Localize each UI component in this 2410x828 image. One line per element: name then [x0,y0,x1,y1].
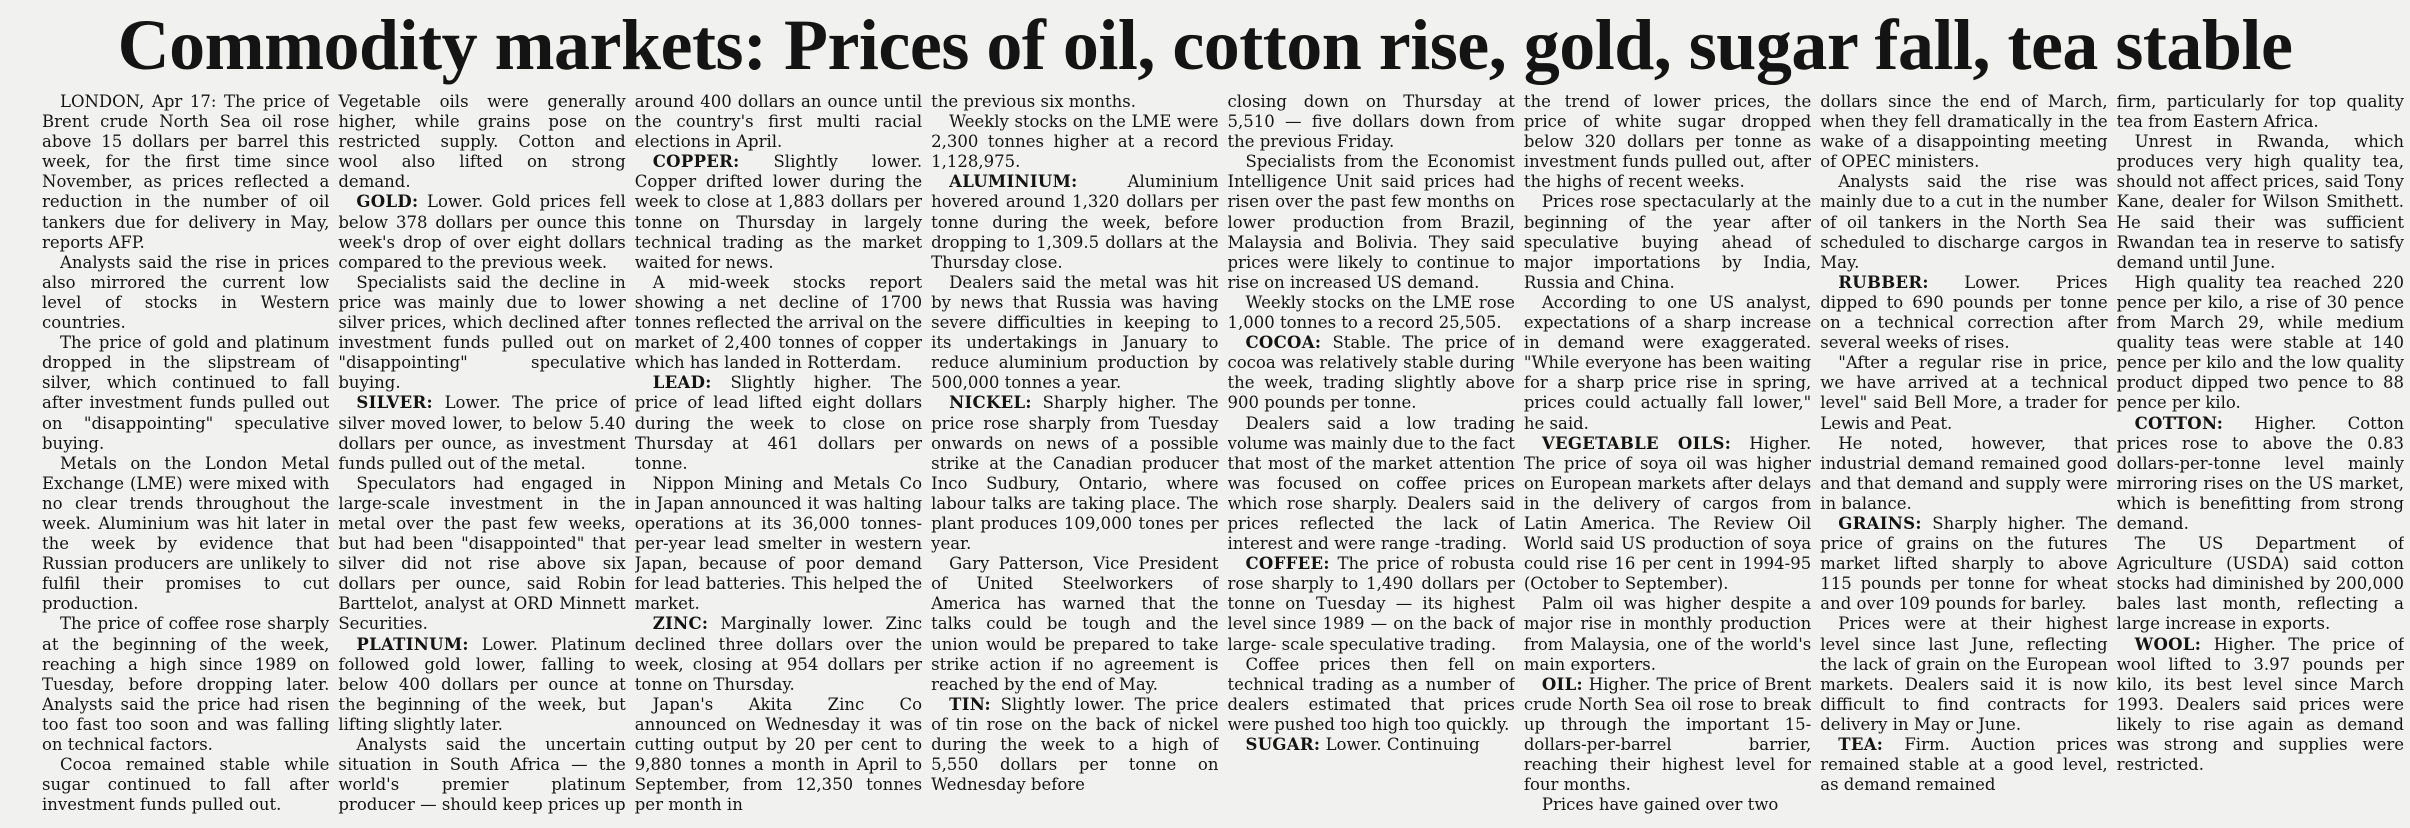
commodity-heading: SUGAR: [1245,735,1321,754]
article-paragraph [1228,92,1515,152]
paragraph-text: closing down on Thursday at 5,510 — five dollars down from the previous Friday. [1227,92,1515,152]
article-column-6 [1524,92,1811,822]
article-paragraph [1524,92,1811,192]
article-paragraph [1524,594,1811,674]
article-paragraph [931,112,1218,172]
article-paragraph [1820,514,2107,614]
paragraph-text: around 400 dollars an ounce until the country's first multi racial elections in April. [634,92,923,152]
paragraph-text: Prices have gained over two [1541,795,1779,815]
paragraph-text: Cocoa remained stable while sugar continued to fall after investment funds pulled out. [42,755,330,815]
article-paragraph [1228,333,1515,413]
article-paragraph [338,192,625,272]
article-paragraph [338,273,625,394]
commodity-heading: GRAINS: [1838,513,1922,533]
commodity-heading: WOOL: [2134,634,2202,654]
commodity-heading: TIN: [949,694,991,714]
paragraph-text: Gary Patterson, Vice President of United Steelworkers of America has warned that the talks could be tough and the union would be prepared to take strike action if no agreement is reached by the end of May. [931,554,1219,694]
paragraph-text: Prices rose spectacularly at the beginning of the year after speculative buying ahead of major importations by India, Russia and China. [1523,192,1812,292]
commodity-heading: COFFEE: [1245,554,1330,574]
article-columns [42,92,2404,822]
article-paragraph [2117,132,2404,273]
paragraph-text: He noted, however, that industrial demand remained good and that demand and supply were in balance. [1820,433,2108,513]
commodity-heading: GOLD: [356,192,419,212]
article-paragraph [42,614,329,755]
article-paragraph [1524,795,1811,815]
paragraph-text: High quality tea reached 220 pence per kilo, a rise of 30 pence from March 29, while medium quality teas were stable at 140 pence per kilo and the low quality product dipped two pence to 88 pence per kilo. [2116,272,2404,413]
article-paragraph [338,735,625,815]
article-paragraph [338,635,625,735]
article-paragraph [1228,293,1515,333]
paragraph-text: Palm oil was higher despite a major rise in monthly production from Malaysia, one of the world's main exporters. [1523,594,1812,674]
paragraph-text: the trend of lower prices, the price of white sugar dropped below 320 dollars per tonne as investment funds pulled out, after the highs of recent weeks. [1523,92,1812,192]
commodity-heading: COTTON: [2134,413,2224,433]
paragraph-text: Slightly lower. The price of tin rose on the back of nickel during the week to a high of 5,550 dollars per tonne on Wednesday before [931,694,1219,795]
paragraph-text: Sharply higher. The price rose sharply from Tuesday onwards on news of a possible strike at the Canadian producer Inco Sudbury, Ontario, where labour talks are taking place. The plant produces 109,000 tones per year. [931,393,1219,554]
paragraph-text: Unrest in Rwanda, which produces very high quality tea, should not affect prices, said Tony Kane, dealer for Wilson Smithett. He said their was sufficient Rwandan tea in reserve to satisfy demand until June. [2116,132,2404,272]
article-paragraph [1820,273,2107,353]
article-paragraph [1820,353,2107,433]
article-paragraph [42,333,329,454]
paragraph-text: Lower. Platinum followed gold lower, falling to below 400 dollars per ounce at the beginning of the week, but lifting slightly later. [338,634,626,734]
paragraph-text: Lower. Prices dipped to 690 pounds per tonne on a technical correction after several weeks of rises. [1820,272,2108,353]
article-paragraph [42,454,329,615]
article-paragraph [1524,434,1811,595]
paragraph-text: Specialists from the Economist Intelligence Unit said prices had risen over the past few months on lower production from Brazil, Malaysia and Bolivia. They said prices were likely to continue to rise on increased US demand. [1227,152,1515,292]
article-paragraph [931,92,1218,112]
commodity-heading: OIL: [1541,674,1583,694]
article-paragraph [2117,414,2404,535]
commodity-heading: COCOA: [1245,333,1322,353]
article-paragraph [635,92,922,152]
commodity-heading: PLATINUM: [356,634,469,654]
paragraph-text: Weekly stocks on the LME were 2,300 tonnes higher at a record 1,128,975. [931,112,1219,172]
paragraph-text: Dealers said the metal was hit by news that Russia was having severe difficulties in keeping to its undertakings in January to reduce aluminium production by 500,000 tonnes a year. [931,272,1219,393]
paragraph-text: Coffee prices then fell on technical trading as a number of dealers estimated that prices were pushed too high too quickly. [1227,654,1515,734]
article-paragraph [931,393,1218,554]
paragraph-text: Lower. Gold prices fell below 378 dollars per ounce this week's drop of over eight dollars compared to the previous week. [338,192,626,272]
paragraph-text: The price of robusta rose sharply to 1,490 dollars per tonne on Tuesday — its highest level since 1989 — on the back of large- scale speculative trading. [1227,554,1515,654]
paragraph-text: Specialists said the decline in price was mainly due to lower silver prices, which declined after investment funds pulled out on "disappointing" speculative buying. [338,272,626,393]
paragraph-text: Slightly higher. The price of lead lifted eight dollars during the week to close on Thursday at 461 dollars per tonne. [634,373,923,473]
article-paragraph [1228,414,1515,555]
paragraph-text: Dealers said a low trading volume was mainly due to the fact that most of the market attention was focused on coffee prices which rose sharply. Dealers said prices reflected the lack of interest and were range -trading. [1227,413,1515,554]
paragraph-text: Analysts said the rise in prices also mirrored the current low level of stocks in Western countries. [42,252,330,333]
article-paragraph [2117,534,2404,634]
commodity-heading: COPPER: [652,152,740,172]
article-column-8 [2117,92,2404,822]
paragraph-text: Marginally lower. Zinc declined three dollars over the week, closing at 954 dollars per tonne on Thursday. [634,614,923,694]
paragraph-text: Higher. Cotton prices rose to above the 0.83 dollars-per-tonne level mainly mirroring rises on the US market, which is benefitting from strong demand. [2116,413,2404,533]
article-paragraph [1228,554,1515,654]
paragraph-text: Vegetable oils were generally higher, while grains pose on restricted supply. Cotton and wool also lifted on strong demand. [338,92,626,192]
commodity-heading: RUBBER: [1838,272,1929,292]
paragraph-text: Lower. Continuing [1325,735,1480,754]
article-paragraph [42,755,329,815]
article-paragraph [1820,614,2107,735]
paragraph-text: Aluminium hovered around 1,320 dollars per tonne during the week, before dropping to 1,309.5 dollars at the Thursday close. [931,172,1219,272]
article-paragraph [338,92,625,192]
paragraph-text: The price of gold and platinum dropped in the slipstream of silver, which continued to fall after investment funds pulled out on "disappointing" speculative buying. [42,333,330,453]
headline: Commodity markets: Prices of oil, cotton rise, gold, sugar fall, tea stable [117,5,2293,85]
article-paragraph [1820,92,2107,172]
article-paragraph [931,695,1218,795]
article-paragraph [635,614,922,694]
paragraph-text: Higher. The price of Brent crude North Sea oil rose to break up through the important 15-dollars-per-barrel barrier, reaching their highest level for four months. [1523,674,1812,795]
commodity-heading: ALUMINIUM: [949,172,1078,192]
commodity-heading: NICKEL: [949,393,1032,413]
article-paragraph [42,92,329,253]
paragraph-text: Speculators had engaged in large-scale investment in the metal over the past few weeks, but had been "disappointed" that silver did not rise above six dollars per ounce, said Robin Barttelot, analyst at ORD Minnett Securities. [338,473,626,634]
article-paragraph [931,172,1218,272]
article-paragraph [635,695,922,816]
paragraph-text: firm, particularly for top quality tea from Eastern Africa. [2116,92,2404,132]
paragraph-text: Sharply higher. The price of grains on the futures market lifted sharply to above 115 pounds per tonne for wheat and over 109 pounds for barley. [1820,513,2108,614]
article-paragraph [1524,293,1811,434]
article-paragraph [1524,192,1811,292]
article-column-1 [42,92,329,822]
commodity-heading: SILVER: [356,393,433,413]
paragraph-text: Lower. The price of silver moved lower, to below 5.40 dollars per ounce, as investment funds pulled out of the metal. [338,393,626,473]
article-paragraph [1228,152,1515,293]
article-paragraph [1228,655,1515,735]
article-paragraph [1524,675,1811,796]
paragraph-text: Metals on the London Metal Exchange (LME) were mixed with no clear trends throughout the week. Aluminium was hit later in the week by evidence that Russian producers are unlikely to fulfil their promises to cut production. [42,453,330,614]
paragraph-text: Analysts said the uncertain situation in South Africa — the world's premier platinum producer — should keep prices up [338,735,626,815]
commodity-heading: LEAD: [652,373,712,393]
paragraph-text: According to one US analyst, expectations of a sharp increase in demand were exaggerated. "While everyone has been waiting for a sharp price rise in spring, prices could actually fall lower," he said. [1523,292,1812,433]
article-column-4 [931,92,1218,822]
article-paragraph [635,273,922,373]
article-paragraph [635,373,922,473]
paragraph-text: Higher. The price of wool lifted to 3.97 pounds per kilo, its best level since March 1993. Dealers said prices were likely to rise again as demand was strong and supplies were restricted. [2116,634,2404,775]
paragraph-text: The US Department of Agriculture (USDA) said cotton stocks had diminished by 200,000 bales last month, reflecting a large increase in exports. [2116,534,2404,634]
article-paragraph [338,474,625,635]
article-column-2 [338,92,625,822]
article-column-5 [1228,92,1515,822]
article-paragraph [1820,735,2107,795]
paragraph-text: Nippon Mining and Metals Co in Japan announced it was halting operations at its 36,000 tonnes-per-year lead smelter in western Japan, because of poor demand for lead batteries. This helped the market. [634,473,923,614]
paragraph-text: the previous six months. [931,92,1136,111]
article-paragraph [931,273,1218,394]
paragraph-text: "After a regular rise in price, we have arrived at a technical level" said Bell More, a trader for Lewis and Peat. [1820,353,2108,433]
paragraph-text: dollars since the end of March, when they fell dramatically in the wake of a disappointing meeting of OPEC ministers. [1820,92,2108,172]
paragraph-text: Japan's Akita Zinc Co announced on Wednesday it was cutting output by 20 per cent to 9,880 tonnes a month in April to September, from 12,350 tonnes per month in [634,694,923,815]
article-paragraph [931,554,1218,695]
article-paragraph [2117,273,2404,414]
paragraph-text: Firm. Auction prices remained stable at a good level, as demand remained [1820,735,2108,795]
article-column-3 [635,92,922,822]
paragraph-text: Prices were at their highest level since last June, reflecting the lack of grain on the European markets. Dealers said it is now difficult to find contracts for delivery in May or June. [1820,614,2108,734]
article-column-7 [1820,92,2107,822]
article-paragraph [2117,92,2404,132]
article-paragraph [1820,434,2107,514]
paragraph-text: Analysts said the rise was mainly due to a cut in the number of oil tankers in the North Sea scheduled to discharge cargos in May. [1820,172,2108,272]
paragraph-text: A mid-week stocks report showing a net decline of 1700 tonnes reflected the arrival on the market of 2,400 tonnes of copper which has landed in Rotterdam. [634,272,923,373]
paragraph-text: Higher. The price of soya oil was higher on European markets after delays in the delivery of cargos from Latin America. The Review Oil World said US production of soya could rise 16 per cent in 1994-95 (October to September). [1523,433,1812,594]
commodity-heading: VEGETABLE OILS: [1541,433,1732,453]
commodity-heading: TEA: [1838,735,1884,754]
article-paragraph [338,393,625,473]
article-paragraph [1228,735,1515,755]
commodity-heading: ZINC: [652,614,709,634]
article-paragraph [1820,172,2107,272]
paragraph-text: Slightly lower. Copper drifted lower during the week to close at 1,883 dollars per tonne on Thursday in largely technical trading as the market waited for news. [634,152,923,272]
article-paragraph [42,253,329,333]
paragraph-text: Weekly stocks on the LME rose 1,000 tonnes to a record 25,505. [1227,292,1515,333]
article-paragraph [2117,635,2404,776]
article-paragraph [635,152,922,273]
paragraph-text: Stable. The price of cocoa was relatively stable during the week, trading slightly above 900 pounds per tonne. [1227,333,1515,413]
article-paragraph [635,474,922,615]
paragraph-text: The price of coffee rose sharply at the beginning of the week, reaching a high since 1989 on Tuesday, before dropping later. Analysts said the price had risen too fast too soon and was falling on technical factors. [42,614,330,754]
paragraph-text: LONDON, Apr 17: The price of Brent crude North Sea oil rose above 15 dollars per barrel this week, for the first time since November, as prices reflected a reduction in the number of oil tankers due for delivery in May, reports AFP. [42,92,330,252]
